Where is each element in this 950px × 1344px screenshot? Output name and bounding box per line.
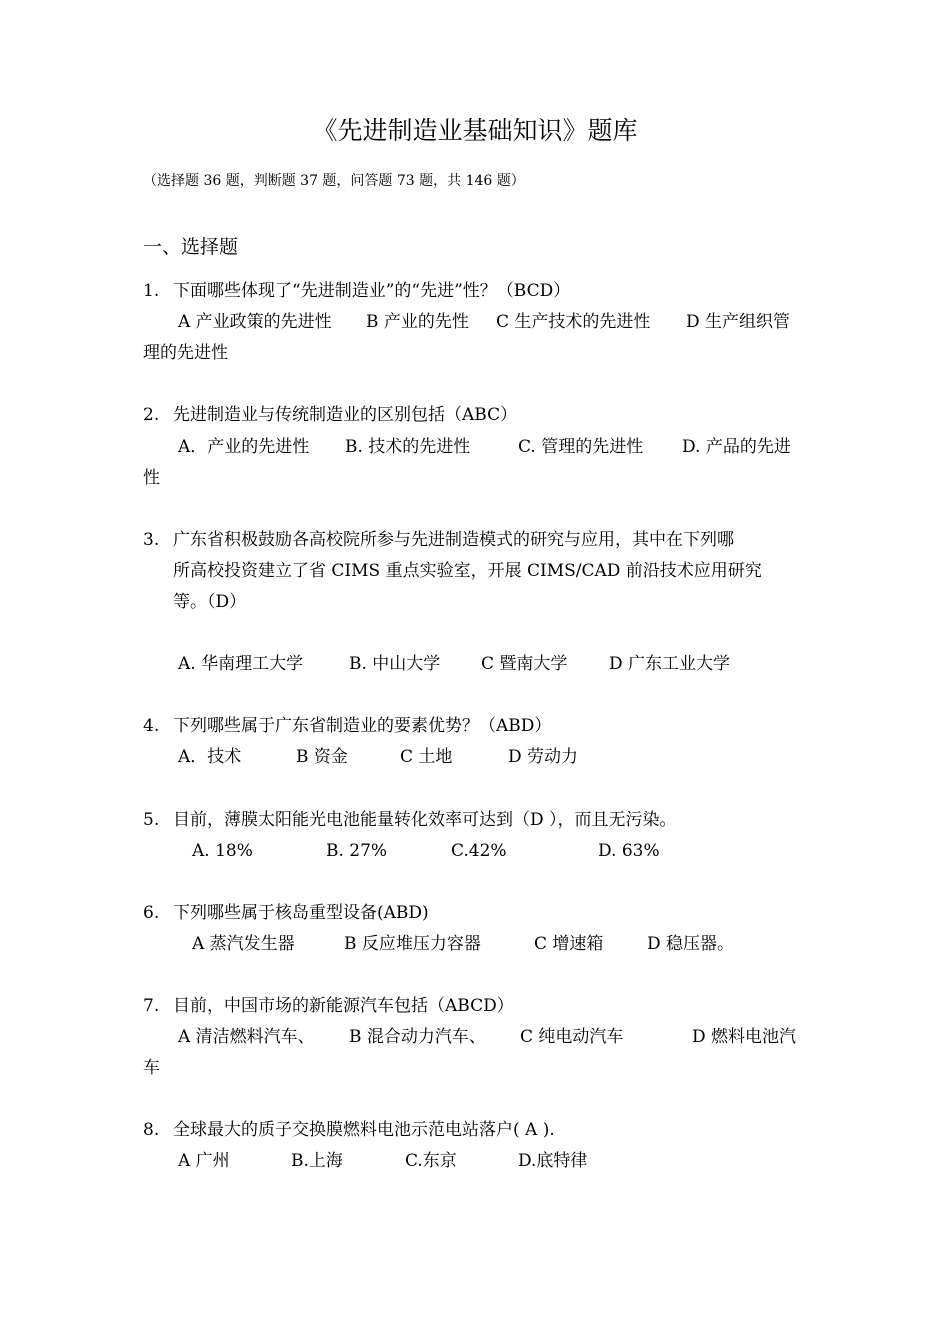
option-b: B. 27% [326,841,388,861]
document-subtitle: （选择题 36 题，判断题 37 题，问答题 73 题，共 146 题） [143,173,525,189]
option-c: C 生产技术的先进性 [496,312,651,332]
option-continuation: 理的先进性 [143,343,228,363]
option-continuation: 性 [143,468,160,488]
option-c: C.东京 [405,1151,457,1171]
option-a: A 广州 [178,1151,230,1171]
option-b: B 产业的先性 [366,312,469,332]
option-a: A．产业的先进性 [178,437,310,457]
option-c: C 土地 [400,747,453,767]
option-a: A. 18% [192,841,253,861]
question-number: 6. [143,903,160,923]
question-number: 3. [143,530,160,550]
question-stem: 下列哪些属于广东省制造业的要素优势？（ABD） [173,716,552,736]
option-d: D 生产组织管 [686,312,791,332]
option-a: A 蒸汽发生器 [192,934,295,954]
option-c: C. 管理的先进性 [518,437,644,457]
question-stem: 先进制造业与传统制造业的区别包括（ABC） [173,405,518,425]
option-a: A 清洁燃料汽车、 [178,1027,315,1047]
question-number: 5. [143,810,160,830]
question-stem: 等。（D） [173,592,247,612]
option-c: C 纯电动汽车 [520,1027,624,1047]
option-continuation: 车 [143,1058,160,1078]
question-stem: 下面哪些体现了“先进制造业”的“先进”性？（BCD） [173,281,571,301]
option-b: B. 技术的先进性 [345,437,471,457]
option-c: C 增速箱 [534,934,604,954]
option-d: D.底特律 [518,1151,588,1171]
option-d: D 劳动力 [508,747,579,767]
question-number: 2. [143,405,160,425]
option-d: D 稳压器。 [647,934,735,954]
option-a: A．技术 [178,747,242,767]
document-title: 《先进制造业基础知识》题库 [312,116,638,145]
question-stem: 全球最大的质子交换膜燃料电池示范电站落户( A ). [173,1120,555,1140]
option-b: B 反应堆压力容器 [344,934,481,954]
option-d: D. 63% [598,841,660,861]
option-b: B.上海 [291,1151,343,1171]
option-d: D 燃料电池汽 [692,1027,797,1047]
option-b: B 资金 [296,747,348,767]
question-stem: 目前，中国市场的新能源汽车包括（ABCD） [173,996,514,1016]
option-c: C.42% [451,841,507,861]
option-d: D. 产品的先进 [682,437,791,457]
option-d: D 广东工业大学 [609,654,731,674]
option-c: C 暨南大学 [481,654,568,674]
question-stem: 广东省积极鼓励各高校院所参与先进制造模式的研究与应用，其中在下列哪 [173,530,734,550]
question-number: 1. [143,281,160,301]
option-a: A. 华南理工大学 [178,654,304,674]
section-heading: 一、选择题 [143,236,239,258]
question-number: 8. [143,1120,160,1140]
option-b: B. 中山大学 [349,654,441,674]
option-a: A 产业政策的先进性 [178,312,332,332]
option-b: B 混合动力汽车、 [349,1027,486,1047]
question-stem: 下列哪些属于核岛重型设备(ABD) [173,903,429,923]
question-stem: 目前，薄膜太阳能光电池能量转化效率可达到（D ），而且无污染。 [173,810,677,830]
question-number: 7. [143,996,160,1016]
question-number: 4. [143,716,160,736]
question-stem: 所高校投资建立了省 CIMS 重点实验室，开展 CIMS/CAD 前沿技术应用研究 [173,561,762,581]
